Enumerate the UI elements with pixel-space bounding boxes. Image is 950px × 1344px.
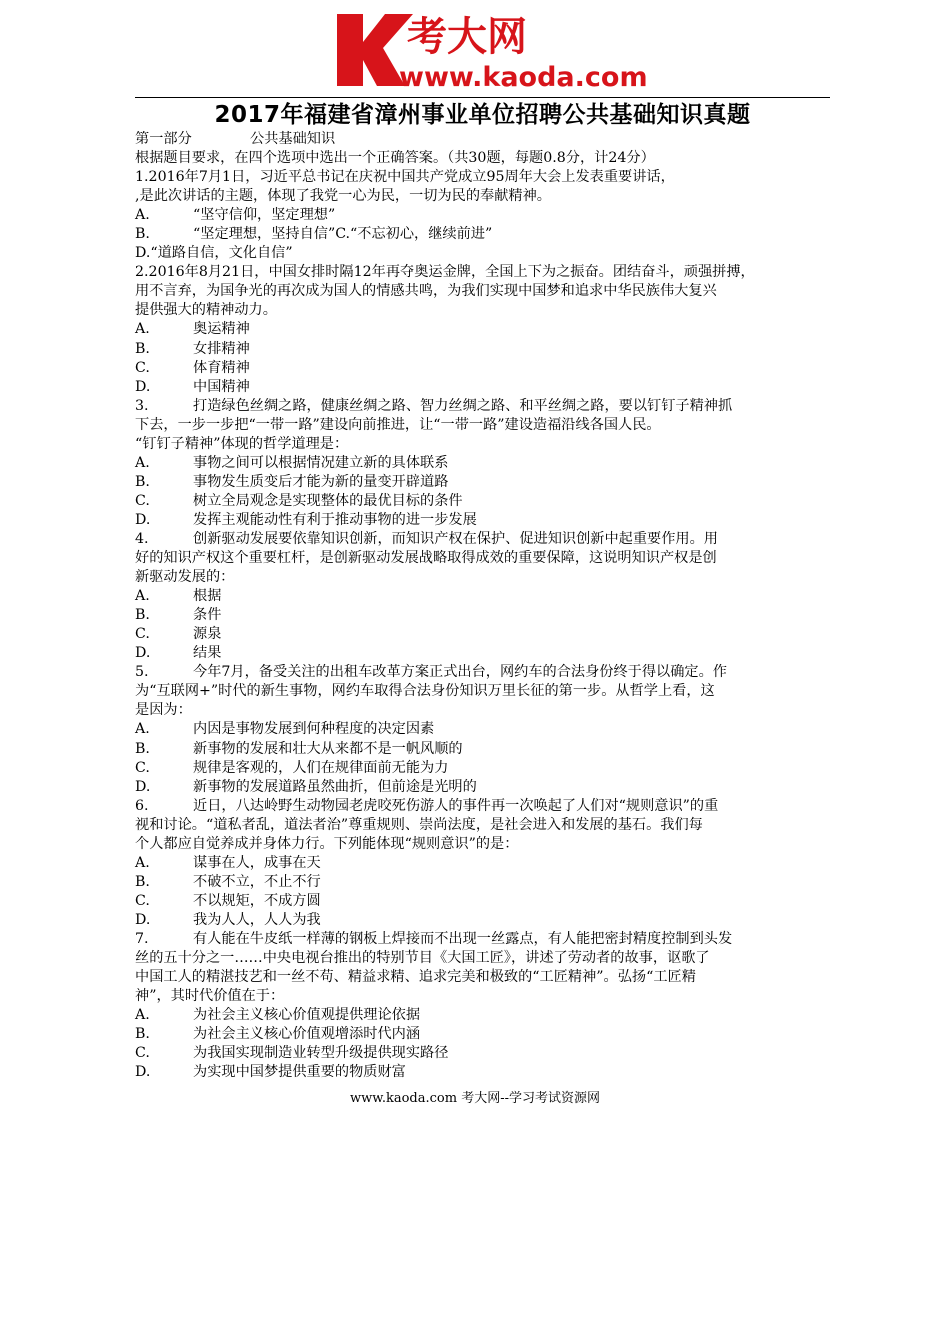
question-3-option [135,473,832,492]
question-2-option [135,378,832,397]
question-6-text [135,797,832,816]
section-number: 第一部分 [135,131,192,147]
option-label: B. [135,473,150,490]
question-number: 3. [135,397,149,414]
question-6-text: 视和讨论。“道私者乱，道法者治”尊重规则、崇尚法度，是社会进入和发展的基石。我们每 [135,816,703,833]
question-number: 6. [135,797,149,814]
question-1-option-d: D.“道路自信，文化自信” [135,245,293,262]
option-text: 为社会主义核心价值观提供理论依据 [193,1007,421,1024]
question-text: 今年7月，备受关注的出租车改革方案正式出台，网约车的合法身份终于得以确定。作 [193,664,727,681]
question-4-option [135,606,832,625]
question-5-option [135,759,832,778]
option-label: D. [135,645,151,662]
option-label: D. [135,511,151,528]
question-7-option [135,1063,832,1082]
option-label: A. [135,207,150,224]
question-2-text: 2.2016年8月21日，中国女排时隔12年再夺奥运金牌，全国上下为之振奋。团结奋斗，顽强拼搏， [135,264,755,281]
option-label: B. [135,873,150,890]
option-label: A. [135,588,150,605]
question-5-option [135,778,832,797]
question-4-option [135,625,832,644]
question-6-option [135,892,832,911]
option-text: 条件 [193,607,222,624]
question-1-text: 1.2016年7月1日，习近平总书记在庆祝中国共产党成立95周年大会上发表重要讲话， [135,169,675,186]
page-title: 2017年福建省漳州事业单位招聘公共基础知识真题 [214,102,751,128]
option-label: B. [135,226,150,243]
question-6-option [135,873,832,892]
question-4-text [135,530,832,549]
question-4-option [135,587,832,606]
question-7-option [135,1006,832,1025]
option-text: 新事物的发展和壮大从来都不是一帆风顺的 [193,740,463,757]
option-text: 我为人人，人人为我 [193,911,321,928]
question-number: 4. [135,530,149,547]
question-2-text: 提供强大的精神动力。 [135,302,277,319]
question-text: 打造绿色丝绸之路，健康丝绸之路、智力丝绸之路、和平丝绸之路，要以钉钉子精神抓 [193,397,733,414]
question-number: 7. [135,930,149,947]
kaoda-logo [333,8,653,94]
question-3-option [135,511,832,530]
question-7-option [135,1044,832,1063]
question-5-text: 是因为： [135,702,192,719]
section-name: 公共基础知识 [250,131,336,147]
option-text: 内因是事物发展到何种程度的决定因素 [193,721,435,738]
option-label: D. [135,778,151,795]
question-6-text: 个人都应自觉养成并身体力行。下列能体现“规则意识”的是： [135,835,519,852]
question-3-text: 下去，一步一步把“一带一路”建设向前推进，让“一带一路”建设造福沿线各国人民。 [135,416,661,433]
option-text: 规律是客观的，人们在规律面前无能为力 [193,759,449,776]
option-label: A. [135,721,150,738]
option-label: A. [135,321,150,338]
option-text: 不以规矩，不成方圆 [193,892,321,909]
option-label: C. [135,892,150,909]
question-5-option [135,720,832,739]
question-4-text: 新驱动发展的： [135,569,235,586]
option-text: 发挥主观能动性有利于推动事物的进一步发展 [193,511,477,528]
option-label: C. [135,1045,150,1062]
option-text: “坚守信仰，坚定理想” [193,207,336,224]
option-text: 源泉 [193,626,222,643]
option-label: C. [135,359,150,376]
option-label: B. [135,340,150,357]
option-text: “坚定理想，坚持自信”C.“不忘初心，继续前进” [193,226,493,243]
option-text: 体育精神 [193,359,250,376]
logo-url: www.kaoda.com [399,62,648,93]
logo-name: 考大网 [407,14,527,60]
option-label: A. [135,854,150,871]
question-text: 创新驱动发展要依靠知识创新，而知识产权在保护、促进知识创新中起重要作用。用 [193,530,718,547]
option-text: 新事物的发展道路虽然曲折，但前途是光明的 [193,778,477,795]
question-4-text: 好的知识产权这个重要杠杆，是创新驱动发展战略取得成效的重要保障，这说明知识产权是创 [135,550,717,567]
option-text: 为实现中国梦提供重要的物质财富 [193,1064,406,1081]
option-label: D. [135,911,151,928]
option-label: A. [135,1007,150,1024]
option-label: D. [135,1064,151,1081]
question-7-text: 中国工人的精湛技艺和一丝不苟、精益求精、追求完美和极致的“工匠精神”。弘扬“工匠精 [135,969,696,986]
question-7-option [135,1025,832,1044]
question-5-option [135,740,832,759]
question-number: 5. [135,664,149,681]
option-text: 事物之间可以根据情况建立新的具体联系 [193,454,449,471]
question-3-text: “钉钉子精神”体现的哲学道理是： [135,435,349,452]
question-5-text: 为“互联网+”时代的新生事物，网约车取得合法身份知识万里长征的第一步。从哲学上看，这 [135,683,715,700]
option-label: C. [135,492,150,509]
question-2-option [135,340,832,359]
page-footer: www.kaoda.com 考大网--学习考试资源网 [350,1091,600,1106]
option-text: 奥运精神 [193,321,250,338]
question-1-text: ,是此次讲话的主题，体现了我党一心为民，一切为民的奉献精神。 [135,188,551,205]
option-text: 结果 [193,645,222,662]
option-text: 不破不立，不止不行 [193,873,321,890]
question-7-text: 神”，其时代价值在于： [135,988,285,1005]
question-5-text [135,663,832,682]
option-label: B. [135,607,150,624]
option-label: D. [135,378,151,395]
option-text: 根据 [193,588,222,605]
question-text: 有人能在牛皮纸一样薄的钢板上焊接而不出现一丝露点，有人能把密封精度控制到头发 [193,930,733,947]
section-heading [135,130,832,149]
question-4-option [135,644,832,663]
question-text: 近日，八达岭野生动物园老虎咬死伤游人的事件再一次唤起了人们对“规则意识”的重 [193,797,719,814]
question-3-text [135,397,832,416]
option-label: C. [135,759,150,776]
option-text: 中国精神 [193,378,250,395]
option-text: 为我国实现制造业转型升级提供现实路径 [193,1045,449,1062]
option-text: 事物发生质变后才能为新的量变开辟道路 [193,473,449,490]
question-6-option [135,911,832,930]
question-3-option [135,492,832,511]
question-7-text [135,930,832,949]
option-label: C. [135,626,150,643]
option-text: 树立全局观念是实现整体的最优目标的条件 [193,492,463,509]
question-1-option-a [135,206,832,225]
question-6-option [135,854,832,873]
option-label: A. [135,454,150,471]
instructions: 根据题目要求，在四个选项中选出一个正确答案。（共30题，每题0.8分，计24分） [135,150,655,167]
question-7-text: 丝的五十分之一……中央电视台推出的特别节目《大国工匠》，讲述了劳动者的故事，讴歌了 [135,950,710,967]
header-rule [135,97,830,98]
question-2-text: 用不言弃，为国争光的再次成为国人的情感共鸣，为我们实现中国梦和追求中华民族伟大复兴 [135,283,717,300]
exam-content [135,130,832,1082]
option-text: 女排精神 [193,340,250,357]
question-1-option-b-c [135,225,832,244]
question-2-option [135,359,832,378]
question-2-option [135,320,832,339]
question-3-option [135,454,832,473]
option-text: 谋事在人，成事在天 [193,854,321,871]
option-label: B. [135,740,150,757]
option-text: 为社会主义核心价值观增添时代内涵 [193,1026,421,1043]
option-label: B. [135,1026,150,1043]
